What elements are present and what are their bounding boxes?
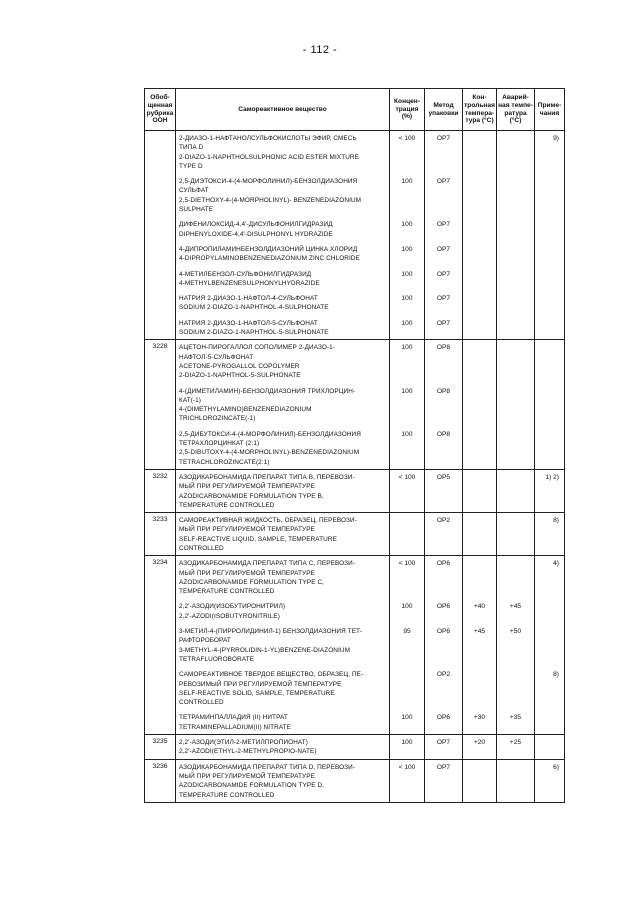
packing-method-cell	[425, 556, 463, 735]
substance-name-line: СУЛЬФАТ	[179, 187, 209, 195]
control-temperature-value	[463, 177, 496, 214]
concentration-cell	[390, 513, 425, 556]
packing-method-cell	[425, 735, 463, 760]
substance-name-line: SELF-REACTIVE SOLID, SAMPLE, TEMPERATURE	[179, 689, 335, 697]
control-temperature-cell	[463, 556, 497, 735]
concentration-value: 100	[401, 319, 413, 327]
substance-entry	[179, 430, 386, 467]
emergency-temperature-value	[497, 134, 534, 171]
emergency-temperature-value	[497, 430, 534, 467]
substance-name-line: 2,2'-AZODI(ISOBUTYRONITRILE)	[179, 612, 280, 620]
concentration-cell	[390, 759, 425, 802]
substance-entry	[179, 763, 386, 800]
packing-method-value: OP7	[436, 135, 451, 142]
substances-table	[144, 88, 565, 803]
control-temperature-value	[463, 245, 496, 264]
note-value	[535, 627, 564, 664]
concentration-value: < 100	[398, 473, 416, 481]
packing-method-value: OP7	[436, 178, 451, 186]
packing-method-value: OP2	[436, 671, 451, 679]
concentration-value: 100	[401, 245, 413, 253]
table-row	[145, 556, 565, 735]
packing-method-cell	[425, 469, 463, 512]
substance-name-line: 2-DIAZO-1-NAPHTHOL-5-SULPHONATE	[179, 372, 301, 380]
note-value	[535, 220, 564, 239]
header-un: Обоб- щенная рубрика ООН	[145, 89, 176, 131]
control-temperature-value	[463, 220, 496, 239]
substance-name-line: РАФТОРОБОРАТ	[179, 637, 231, 645]
packing-method-cell	[425, 131, 463, 340]
substance-entry	[179, 516, 386, 553]
substance-name-line: ДИФЕНИЛОКСИД-4,4'-ДИСУЛЬФОНИЛГИДРАЗИД	[179, 221, 333, 229]
control-temperature-value: +45	[473, 628, 486, 636]
substance-name-line: SODIUM 2-DIAZO-1-NAPHTHOL-5-SULPHONATE	[179, 329, 329, 337]
packing-method-value: OP5	[436, 473, 451, 481]
concentration-value: 100	[401, 603, 413, 611]
notes-cell	[535, 759, 565, 802]
substance-name-line: НАФТОЛ-5-СУЛЬФОНАТ	[179, 353, 254, 361]
emergency-temperature-value: +35	[509, 714, 522, 722]
note-value: 8)	[553, 671, 559, 679]
substance-entry	[179, 387, 386, 424]
control-temperature-value	[463, 270, 496, 289]
emergency-temperature-value	[497, 294, 534, 313]
substance-name-line: АЦЕТОН-ПИРОГАЛЛОЛ СОПОЛИМЕР 2-ДИАЗО-1-	[179, 344, 336, 352]
emergency-temperature-cell	[497, 759, 535, 802]
emergency-temperature-value: +45	[509, 603, 522, 611]
substance-name-line: ТЕТРАХЛОРЦИНКАТ (2:1)	[179, 440, 260, 448]
substance-name-line: ТЕТРАМИНПАЛЛАДИЯ (II) НИТРАТ	[179, 714, 288, 722]
packing-method-value: OP7	[436, 763, 451, 771]
substance-name-line: НАТРИЯ 2-ДИАЗО-1-НАФТОЛ-5-СУЛЬФОНАТ	[179, 319, 318, 327]
substance-entry	[179, 473, 386, 510]
un-number-cell: 3228	[145, 340, 176, 470]
packing-method-value: OP6	[436, 560, 451, 568]
control-temperature-value	[463, 763, 496, 800]
concentration-value: 100	[401, 221, 413, 229]
substance-name-line: 2-ДИАЗО-1-НАФТАНОЛСУЛЬФОКИСЛОТЫ ЭФИР, СМЕСЬ	[179, 135, 357, 142]
concentration-cell	[390, 340, 425, 470]
substance-name-line: 4-МЕТИЛБЕНЗОЛ-СУЛЬФОНИЛГИДРАЗИД	[179, 270, 312, 278]
substance-entry	[179, 177, 386, 214]
packing-method-value: OP2	[436, 517, 451, 525]
concentration-value: < 100	[398, 135, 416, 142]
substance-name-line: TETRAFLUOROBORATE	[179, 655, 255, 663]
packing-method-value: OP7	[436, 295, 451, 303]
control-temperature-value	[463, 473, 496, 510]
substance-name-line: TRICHLOROZINCATE(-1)	[179, 415, 256, 423]
control-temperature-value	[463, 134, 496, 171]
emergency-temperature-value	[497, 220, 534, 239]
emergency-temperature-cell	[497, 469, 535, 512]
substance-name-line: 4-(ДИМЕТИЛАМИН)-БЕНЗОЛДИАЗОНИЯ ТРИХЛОРЦИН-	[179, 387, 356, 395]
substance-name-line: МЫЙ ПРИ РЕГУЛИРУЕМОЙ ТЕМПЕРАТУРЕ	[179, 569, 315, 577]
substance-cell	[176, 131, 390, 340]
substance-name-line: TEMPERATURE CONTROLLED	[179, 501, 275, 509]
packing-method-value: OP7	[436, 319, 451, 327]
control-temperature-cell	[463, 131, 497, 340]
substance-name-line: ТИПА D	[179, 144, 204, 152]
emergency-temperature-value	[497, 343, 534, 380]
substance-name-line: CONTROLLED	[179, 544, 224, 552]
note-value: 1) 2)	[545, 473, 559, 481]
control-temperature-cell	[463, 513, 497, 556]
substance-cell	[176, 556, 390, 735]
concentration-value: < 100	[398, 560, 416, 568]
packing-method-value: OP8	[436, 430, 451, 438]
emergency-temperature-value	[497, 559, 534, 596]
substance-cell	[176, 759, 390, 802]
un-number-cell	[145, 131, 176, 340]
substance-name-line: МЫЙ ПРИ РЕГУЛИРУЕМОЙ ТЕМПЕРАТУРЕ	[179, 483, 315, 491]
substance-name-line: АЗОДИКАРБОНАМИДА ПРЕПАРАТ ТИПА С, ПЕРЕВОЗИ-	[179, 560, 356, 568]
substance-name-line: 2,5-ДИБУТОКСИ-4-(4-МОРФОЛИНИЛ)-БЕНЗОЛДИАЗОНИЯ	[179, 430, 361, 438]
concentration-value	[390, 516, 424, 553]
substance-name-line: SODIUM 2-DIAZO-1-NAPHTHOL-4-SULPHONATE	[179, 304, 329, 312]
header-notes: Приме- чания	[535, 89, 565, 131]
substance-entry	[179, 134, 386, 171]
substance-name-line: 3-МЕТИЛ-4-(ПИРРОЛИДИНИЛ-1) БЕНЗОЛДИАЗОНИЯ ТЕТ-	[179, 628, 363, 636]
note-value	[535, 177, 564, 214]
concentration-cell	[390, 735, 425, 760]
table-row	[145, 513, 565, 556]
concentration-value	[390, 670, 424, 707]
concentration-value: 100	[401, 270, 413, 278]
concentration-value: 100	[401, 430, 413, 438]
substance-name-line: 2,5-DIETHOXY-4-(4-MORPHOLINYL)- BENZENEDIAZONIUM	[179, 196, 362, 204]
packing-method-value: OP6	[436, 603, 451, 611]
substance-name-line: CONTROLLED	[179, 699, 224, 707]
note-value	[535, 602, 564, 621]
control-temperature-value	[463, 559, 496, 596]
substance-name-line: AZODICARBONAMIDE FORMULATION TYPE D,	[179, 782, 325, 790]
emergency-temperature-value	[497, 670, 534, 707]
control-temperature-cell	[463, 340, 497, 470]
substance-name-line: 2,5-ДИЭТОКСИ-4-(4-МОРФОЛИНИЛ)-БЕНЗОЛДИАЗОНИЯ	[179, 178, 358, 186]
substance-cell	[176, 735, 390, 760]
substance-name-line: НАТРИЯ 2-ДИАЗО-1-НАФТОЛ-4-СУЛЬФОНАТ	[179, 295, 318, 303]
concentration-value: < 100	[398, 763, 416, 771]
concentration-value: 100	[401, 739, 413, 747]
note-value: 8)	[553, 517, 559, 525]
concentration-value: 95	[403, 628, 411, 636]
substance-name-line: TETRAMINEPALLADIUM(II) NITRATE	[179, 723, 292, 731]
substance-name-line: SELF-REACTIVE LIQUID, SAMPLE, TEMPERATURE	[179, 535, 337, 543]
substance-name-line: 2-DIAZO-1-NAPHTHOLSULPHONIC ACID ESTER MIXTURE	[179, 153, 360, 161]
substance-name-line: 4-ДИПРОПИЛАМИНБЕНЗОЛДИАЗОНИЙ ЦИНКА ХЛОРИД	[179, 245, 358, 253]
substance-name-line: АЗОДИКАРБОНАМИДА ПРЕПАРАТ ТИПА В, ПЕРЕВОЗИ-	[179, 473, 355, 481]
emergency-temperature-value	[497, 763, 534, 800]
emergency-temperature-value	[497, 516, 534, 553]
substance-name-line: АЗОДИКАРБОНАМИДА ПРЕПАРАТ ТИПА D, ПЕРЕВОЗИ-	[179, 763, 356, 771]
packing-method-value: OP6	[436, 714, 451, 722]
emergency-temperature-cell	[497, 735, 535, 760]
note-value: 9)	[553, 135, 559, 142]
control-temperature-value	[463, 516, 496, 553]
concentration-value: 100	[401, 178, 413, 186]
concentration-cell	[390, 469, 425, 512]
substance-name-line: AZODICARBONAMIDE FORMULATION TYPE C,	[179, 578, 325, 586]
un-number-cell: 3235	[145, 735, 176, 760]
emergency-temperature-cell	[497, 340, 535, 470]
note-value	[535, 713, 564, 732]
substance-entry	[179, 220, 386, 239]
substance-name-line: РЕВОЗИМЫЙ ПРИ РЕГУЛИРУЕМОЙ ТЕМПЕРАТУРЕ	[179, 680, 342, 688]
notes-cell	[535, 735, 565, 760]
packing-method-value: OP6	[436, 628, 451, 636]
notes-cell	[535, 340, 565, 470]
substance-entry	[179, 713, 386, 732]
header-substance: Самореактивное вещество	[176, 89, 390, 131]
concentration-value: 100	[401, 344, 413, 352]
header-control-temperature: Кон- трольная темпера- тура (°C)	[463, 89, 497, 131]
table-row	[145, 735, 565, 760]
substance-name-line: МЫЙ ПРИ РЕГУЛИРУЕМОЙ ТЕМПЕРАТУРЕ	[179, 772, 315, 780]
substance-name-line: КАТ(-1)	[179, 396, 202, 404]
notes-cell	[535, 513, 565, 556]
table-row	[145, 469, 565, 512]
emergency-temperature-value	[497, 245, 534, 264]
un-number-cell: 3232	[145, 469, 176, 512]
header-packing-method: Метод упаковки	[425, 89, 463, 131]
emergency-temperature-value	[497, 473, 534, 510]
emergency-temperature-value	[497, 387, 534, 424]
substance-entry	[179, 294, 386, 313]
packing-method-value: OP7	[436, 245, 451, 253]
control-temperature-value: +30	[473, 714, 486, 722]
note-value: 4)	[553, 560, 559, 568]
substance-name-line: 4-DIPROPYLAMINOBENZENEDIAZONIUM ZINC CHLORIDE	[179, 255, 360, 263]
control-temperature-value: +40	[473, 603, 486, 611]
substance-name-line: TETRACHLOROZINCATE(2:1)	[179, 458, 270, 466]
substance-entry	[179, 319, 386, 338]
packing-method-cell	[425, 513, 463, 556]
substance-name-line: TEMPERATURE CONTROLLED	[179, 588, 275, 596]
notes-cell	[535, 469, 565, 512]
page-number: - 112 -	[302, 44, 338, 56]
packing-method-value: OP8	[436, 387, 451, 395]
note-value	[535, 319, 564, 338]
substance-name-line: САМОРЕАКТИВНАЯ ЖИДКОСТЬ, ОБРАЗЕЦ, ПЕРЕВОЗИ-	[179, 517, 357, 525]
packing-method-value: OP8	[436, 344, 451, 352]
control-temperature-cell	[463, 759, 497, 802]
substance-entry	[179, 627, 386, 664]
substance-entry	[179, 270, 386, 289]
substance-cell	[176, 469, 390, 512]
packing-method-value: OP7	[436, 739, 451, 747]
concentration-value: 100	[401, 295, 413, 303]
substance-name-line: 3-METHYL-4-(PYRROLIDIN-1-YL)BENZENE-DIAZONIUM	[179, 646, 351, 654]
substance-cell	[176, 513, 390, 556]
table-row	[145, 340, 565, 470]
substance-name-line: 2,5-DIBUTOXY-4-(4-MORPHOLINYL)-BENZENEDIAZONIUM	[179, 449, 360, 457]
control-temperature-value: +20	[473, 739, 486, 747]
substance-name-line: TEMPERATURE CONTROLLED	[179, 791, 275, 799]
substance-name-line: AZODICARBONAMIDE FORMULATION TYPE B,	[179, 492, 324, 500]
packing-method-cell	[425, 759, 463, 802]
substance-name-line: САМОРЕАКТИВНОЕ ТВЕРДОЕ ВЕЩЕСТВО, ОБРАЗЕЦ, ПЕ-	[179, 671, 364, 679]
substance-name-line: 4-(DIMETHYLAMINO)BENZENEDIAZONIUM	[179, 406, 312, 414]
concentration-value: 100	[401, 714, 413, 722]
substance-name-line: DIPHENYLOXIDE-4,4'-DISULPHONYL HYDRAZIDE	[179, 230, 333, 238]
note-value	[535, 270, 564, 289]
substance-entry	[179, 602, 386, 621]
substance-name-line: 4-METHYLBENZENESULPHONYLHYDRAZIDE	[179, 279, 320, 287]
substance-name-line: 2,2'-АЗОДИ(ЭТИЛ-2-МЕТИЛПРОПИОНАТ)	[179, 739, 309, 747]
substance-entry	[179, 559, 386, 596]
emergency-temperature-cell	[497, 513, 535, 556]
packing-method-value: OP7	[436, 270, 451, 278]
substance-name-line: ACETONE-PYROGALLOL COPOLYMER	[179, 362, 300, 370]
note-value	[535, 430, 564, 467]
note-value	[535, 294, 564, 313]
un-number-cell: 3236	[145, 759, 176, 802]
table-header-row	[145, 89, 565, 131]
header-emergency-temperature: Аварий- ная темпе- ратура (°C)	[497, 89, 535, 131]
un-number-cell: 3233	[145, 513, 176, 556]
substance-name-line: МЫЙ ПРИ РЕГУЛИРУЕМОЙ ТЕМПЕРАТУРЕ	[179, 526, 315, 534]
substance-name-line: SULPHATE	[179, 206, 214, 214]
packing-method-value: OP7	[436, 221, 451, 229]
emergency-temperature-cell	[497, 556, 535, 735]
concentration-cell	[390, 131, 425, 340]
substance-entry	[179, 245, 386, 264]
emergency-temperature-value: +25	[509, 739, 522, 747]
concentration-value: 100	[401, 387, 413, 395]
substance-entry	[179, 738, 386, 757]
note-value	[535, 387, 564, 424]
emergency-temperature-value	[497, 319, 534, 338]
header-concentration: Концен- трация (%)	[390, 89, 425, 131]
control-temperature-value	[463, 430, 496, 467]
table-row	[145, 131, 565, 340]
control-temperature-value	[463, 294, 496, 313]
control-temperature-cell	[463, 469, 497, 512]
notes-cell	[535, 556, 565, 735]
substance-cell	[176, 340, 390, 470]
un-number-cell: 3234	[145, 556, 176, 735]
emergency-temperature-value	[497, 270, 534, 289]
substance-entry	[179, 670, 386, 707]
emergency-temperature-value: +50	[509, 628, 522, 636]
note-value	[535, 343, 564, 380]
control-temperature-value	[463, 387, 496, 424]
emergency-temperature-cell	[497, 131, 535, 340]
substance-name-line: TYPE D	[179, 162, 203, 170]
note-value: 6)	[553, 763, 559, 771]
control-temperature-value	[463, 319, 496, 338]
notes-cell	[535, 131, 565, 340]
table-row	[145, 759, 565, 802]
substance-name-line: 2,2'-АЗОДИ(ИЗОБУТИРОНИТРИЛ)	[179, 603, 286, 611]
control-temperature-cell	[463, 735, 497, 760]
emergency-temperature-value	[497, 177, 534, 214]
substance-entry	[179, 343, 386, 380]
packing-method-cell	[425, 340, 463, 470]
note-value	[535, 245, 564, 264]
substance-name-line: 2,2'-AZODI(ETHYL-2-METHYLPROPIO-NATE)	[179, 748, 317, 756]
note-value	[535, 738, 564, 757]
concentration-cell	[390, 556, 425, 735]
control-temperature-value	[463, 670, 496, 707]
control-temperature-value	[463, 343, 496, 380]
